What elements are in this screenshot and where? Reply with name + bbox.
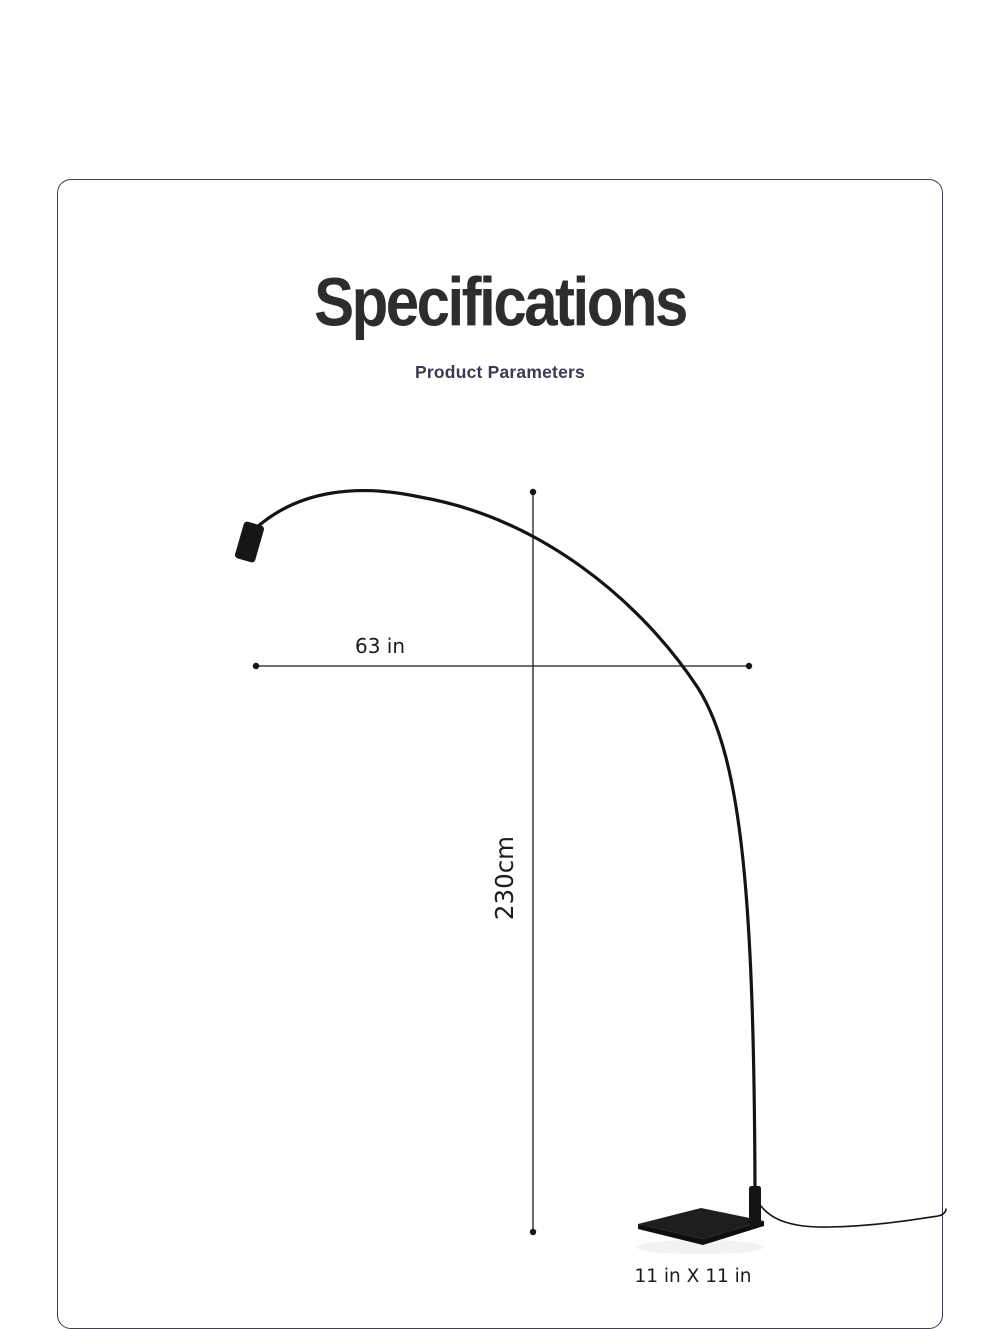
width-dimension-right-dot [746,663,752,669]
page-title: Specifications [314,263,686,341]
width-dimension-left-dot [253,663,259,669]
base-dimension-label: 11 in X 11 in [634,1266,752,1287]
width-dimension-label: 63 in [354,634,406,658]
lamp-base-plate [638,1208,764,1239]
height-dimension-bottom-dot [530,1229,536,1235]
section-subtitle: Product Parameters [415,362,585,382]
height-dimension-top-dot [530,489,536,495]
lamp-pole-joint [749,1186,761,1226]
height-dimension [490,489,536,1235]
power-cord [761,1206,946,1227]
lamp-head [234,521,265,563]
height-dimension-label: 230cm [490,835,519,921]
width-dimension [253,634,752,669]
